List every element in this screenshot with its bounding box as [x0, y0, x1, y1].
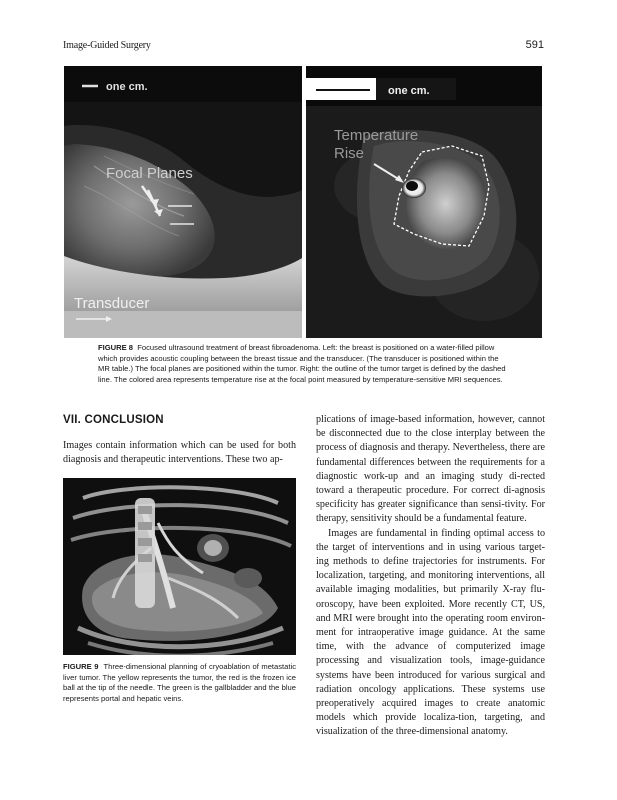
paragraph-1-continued: plications of image-based information, however, cannot be disconnected due to the close interplay between the process of diagnosis and therapy. Nevertheless, there are fundamental differences between the requirements for a diagnostic work-up and an imaging study di-rected toward a therapeutic procedure. For correct di-agnosis specificity has greater significance than sensi-tivity. For therapy, sensitivity should be a fundamental feature. — [316, 414, 545, 525]
paragraph-1-start: Images contain information which can be used for both diagnosis and therapeutic interventions. These two ap- — [63, 440, 296, 466]
scale-label-right: one cm. — [388, 85, 430, 97]
right-column — [316, 413, 545, 740]
temperature-label-line1: Temperature — [334, 127, 419, 144]
figure-9-caption-text: Three-dimensional planning of cryoablation of metastatic liver tumor. The yellow represents the tumor, the red is the frozen ice ball at the tip of the needle. The green is the gallbladder and the blue represents portal and hepatic veins. — [63, 662, 296, 703]
transducer-label: Transducer — [74, 295, 150, 312]
figure-9 — [63, 478, 296, 655]
focal-planes-label: Focal Planes — [106, 165, 193, 182]
scale-label-left: one cm. — [106, 81, 148, 93]
left-column — [63, 414, 296, 467]
figure-9-image — [63, 478, 296, 655]
figure-8 — [64, 66, 542, 338]
page-number: 591 — [525, 39, 544, 51]
temperature-label-line2: Rise — [334, 145, 365, 162]
figure-8-right-panel — [306, 66, 542, 338]
paragraph-2: Images are fundamental in finding optimal access to the target of interventions and in using various target-ing methods to define trajectories for instruments. For localization, targeting, and monitoring interventions, all available imaging modalities, but primarily X-ray flu-oroscopy, have been exploited. More recently CT, US, and MRI were brought into the operating room environ-ment for intraoperative image guidance. At the same time, with the advance of computerized image processing and visualization tools, image-guidance systems have been introduced for various surgical and radiation oncology applications. These systems use preoperatively acquired images to create anatomic models which provide localiza-tion, targeting, and visualization of the three-dimensional anatomy. — [316, 527, 545, 738]
figure-8-caption-text: Focused ultrasound treatment of breast fibroadenoma. Left: the breast is positioned on a water-filled pillow which provides acoustic coupling between the breast tissue and the transducer. (The transducer is positioned within the MR table.) The focal planes are positioned within the tumor. Right: the outline of the tumor target is defined by the dashed line. The colored area represents temperature rise at the focal point measured by temperature-sensitive MRI sequences. — [98, 343, 506, 384]
figure-8-left-panel — [64, 66, 302, 338]
figure-8-label: FIGURE 8 — [98, 343, 134, 352]
running-title: Image-Guided Surgery — [63, 40, 151, 51]
figure-9-caption — [63, 662, 296, 704]
figure-8-caption — [98, 343, 506, 385]
section-heading: VII. CONCLUSION — [63, 414, 164, 426]
figure-8-image — [64, 66, 542, 338]
running-head — [63, 40, 544, 54]
figure-9-label: FIGURE 9 — [63, 662, 99, 671]
